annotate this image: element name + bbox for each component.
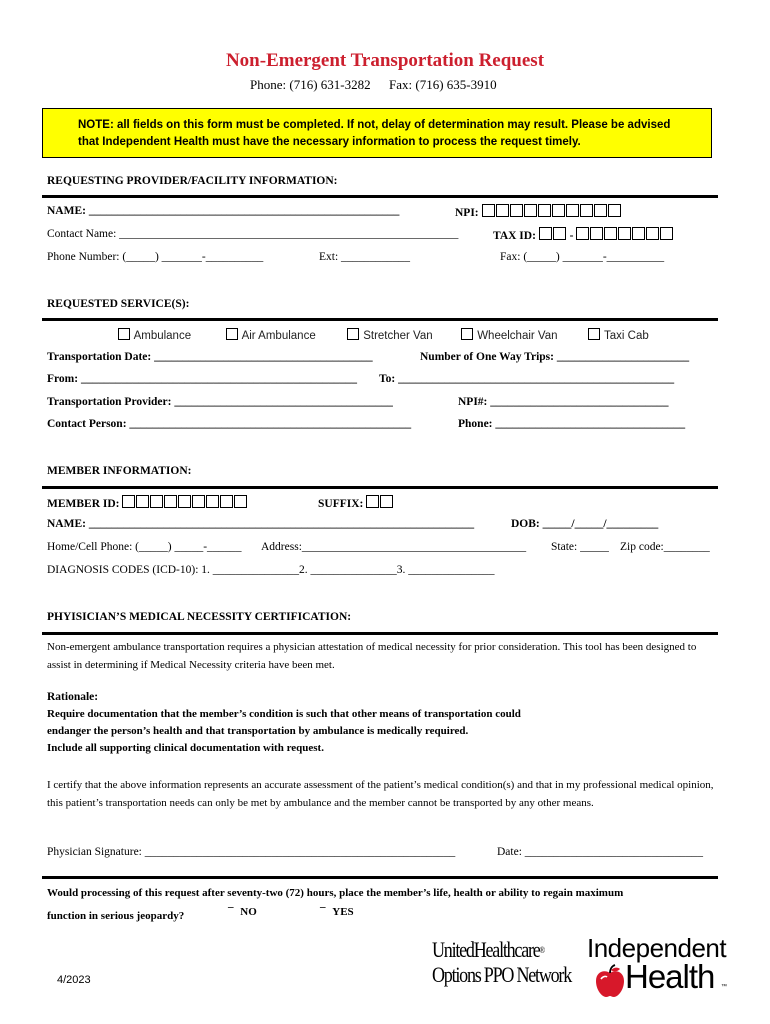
note-box xyxy=(42,108,712,158)
suffix-label: SUFFIX: xyxy=(318,498,364,510)
ext-field[interactable]: Ext: ____________ xyxy=(319,251,411,263)
certification-statement: I certify that the above information represents an accurate assessment of the patient’s medical condition(s) and that in my professional medical opinion, this patient’s transportation needs can only be met by ambulance and the member cannot be transported by any other means. xyxy=(47,779,714,809)
member-name-field[interactable]: NAME: ___________________________________________________________________ xyxy=(47,518,475,530)
certification-heading: PHYISICIAN’S MEDICAL NECESSITY CERTIFICATION: xyxy=(47,611,352,623)
no-label: NO xyxy=(240,906,257,918)
services-heading: REQUESTED SERVICE(S): xyxy=(47,298,190,310)
phone-number: Phone: (716) 631-3282 xyxy=(250,77,371,92)
transportation-provider-field[interactable]: Transportation Provider: ______________________________________ xyxy=(47,396,393,408)
ih-logo-line-1: Independent xyxy=(587,933,727,963)
section-divider xyxy=(42,318,718,321)
checkbox[interactable] xyxy=(461,328,473,340)
home-cell-phone-field[interactable]: Home/Cell Phone: (_____) _____-______ xyxy=(47,541,242,553)
contact-phone-field[interactable]: Phone: _________________________________ xyxy=(458,418,686,430)
fax-field[interactable]: Fax: (_____) _______-__________ xyxy=(500,251,665,263)
note-line-1: NOTE: all fields on this form must be completed. If not, delay of determination may result. Please be advised xyxy=(78,119,671,131)
npi-field[interactable] xyxy=(455,204,622,219)
member-heading: MEMBER INFORMATION: xyxy=(47,465,192,477)
rationale-line-3: Include all supporting clinical documentation with request. xyxy=(47,742,324,754)
one-way-trips-field[interactable]: Number of One Way Trips: _______________________ xyxy=(420,351,690,363)
service-label: Ambulance xyxy=(133,330,192,342)
service-label: Wheelchair Van xyxy=(477,330,558,342)
form-title: Non-Emergent Transportation Request xyxy=(225,50,545,71)
transportation-date-field[interactable]: Transportation Date: ______________________________________ xyxy=(47,351,373,363)
npi-label: NPI: xyxy=(455,207,479,219)
address-field[interactable]: Address:_______________________________________ xyxy=(261,541,527,553)
phone-number-field[interactable]: Phone Number: (_____) _______-__________ xyxy=(47,251,264,263)
member-id-field[interactable] xyxy=(47,495,248,510)
certification-intro: Non-emergent ambulance transportation requires a physician attestation of medical necessity for prior consideration. This tool has been designed to assist in determining if Medical Necessity criteria have been met. xyxy=(47,641,697,671)
checkbox[interactable] xyxy=(588,328,600,340)
tax-id-field[interactable] xyxy=(493,227,674,242)
member-id-label: MEMBER ID: xyxy=(47,498,120,510)
contact-name-field[interactable]: Contact Name: ___________________________________________________________ xyxy=(47,228,459,240)
uhc-logo-line-2: Options PPO Network xyxy=(432,962,572,987)
checkbox[interactable] xyxy=(118,328,130,340)
ih-logo-line-2: Health xyxy=(625,958,715,995)
no-marker-icon[interactable]: ¯ xyxy=(228,906,234,918)
section-divider xyxy=(42,195,718,198)
suffix-field[interactable] xyxy=(318,495,394,510)
checkbox[interactable] xyxy=(347,328,359,340)
fax-number: Fax: (716) 635-3910 xyxy=(389,77,497,92)
tax-id-label: TAX ID: xyxy=(493,230,536,242)
signature-date-field[interactable]: Date: _______________________________ xyxy=(497,846,704,858)
tax-id-boxes[interactable]: - xyxy=(539,227,675,242)
member-id-boxes[interactable] xyxy=(122,495,248,510)
suffix-boxes[interactable] xyxy=(366,495,394,510)
unitedhealthcare-logo xyxy=(432,938,602,988)
yes-marker-icon[interactable]: ¯ xyxy=(320,906,326,918)
service-label: Stretcher Van xyxy=(363,330,433,342)
provider-name-field[interactable]: NAME: ______________________________________________________ xyxy=(47,205,400,217)
trademark-mark: ™ xyxy=(721,984,727,990)
service-taxi-cab[interactable] xyxy=(588,328,649,342)
service-label: Air Ambulance xyxy=(241,330,316,342)
service-ambulance[interactable] xyxy=(118,328,191,342)
jeopardy-question-line-2: function in serious jeopardy? xyxy=(47,910,185,922)
service-label: Taxi Cab xyxy=(604,330,649,342)
provider-heading: REQUESTING PROVIDER/FACILITY INFORMATION: xyxy=(47,175,338,187)
apple-icon xyxy=(595,964,625,998)
contact-person-field[interactable]: Contact Person: _________________________________________________ xyxy=(47,418,412,430)
state-field[interactable]: State: _____ xyxy=(551,541,609,553)
service-air-ambulance[interactable] xyxy=(226,328,316,342)
yes-option[interactable] xyxy=(320,906,354,918)
independent-health-logo xyxy=(587,934,726,1000)
physician-signature-field[interactable]: Physician Signature: ______________________________________________________ xyxy=(47,846,456,858)
rationale-line-1: Require documentation that the member’s condition is such that other means of transportation could xyxy=(47,708,521,720)
no-option[interactable] xyxy=(228,906,257,918)
zip-code-field[interactable]: Zip code:________ xyxy=(620,541,710,553)
section-divider xyxy=(42,486,718,489)
rationale-line-2: endanger the person’s health and that transportation by ambulance is medically required. xyxy=(47,725,469,737)
section-divider xyxy=(42,632,718,635)
section-divider xyxy=(42,876,718,879)
provider-npi-field[interactable]: NPI#: _______________________________ xyxy=(458,396,669,408)
uhc-logo-line-1: UnitedHealthcare xyxy=(432,937,540,962)
rationale-title: Rationale: xyxy=(47,691,99,703)
from-field[interactable]: From: ________________________________________________ xyxy=(47,373,357,385)
yes-label: YES xyxy=(332,906,354,918)
dob-field[interactable]: DOB: _____/_____/_________ xyxy=(511,518,659,530)
jeopardy-question-line-1: Would processing of this request after seventy-two (72) hours, place the member’s life, health or ability to regain maximum xyxy=(47,887,624,899)
npi-boxes[interactable] xyxy=(482,204,622,219)
service-wheelchair-van[interactable] xyxy=(461,328,558,342)
registered-mark: ® xyxy=(539,945,544,955)
to-field[interactable]: To: ________________________________________________ xyxy=(379,373,675,385)
form-revision-date: 4/2023 xyxy=(57,974,91,986)
note-line-2: that Independent Health must have the necessary information to process the request timely. xyxy=(78,136,581,148)
checkbox[interactable] xyxy=(226,328,238,340)
diagnosis-codes-field[interactable]: DIAGNOSIS CODES (ICD-10): 1. _______________2. _______________3. _______________ xyxy=(47,564,495,576)
service-stretcher-van[interactable] xyxy=(347,328,433,342)
